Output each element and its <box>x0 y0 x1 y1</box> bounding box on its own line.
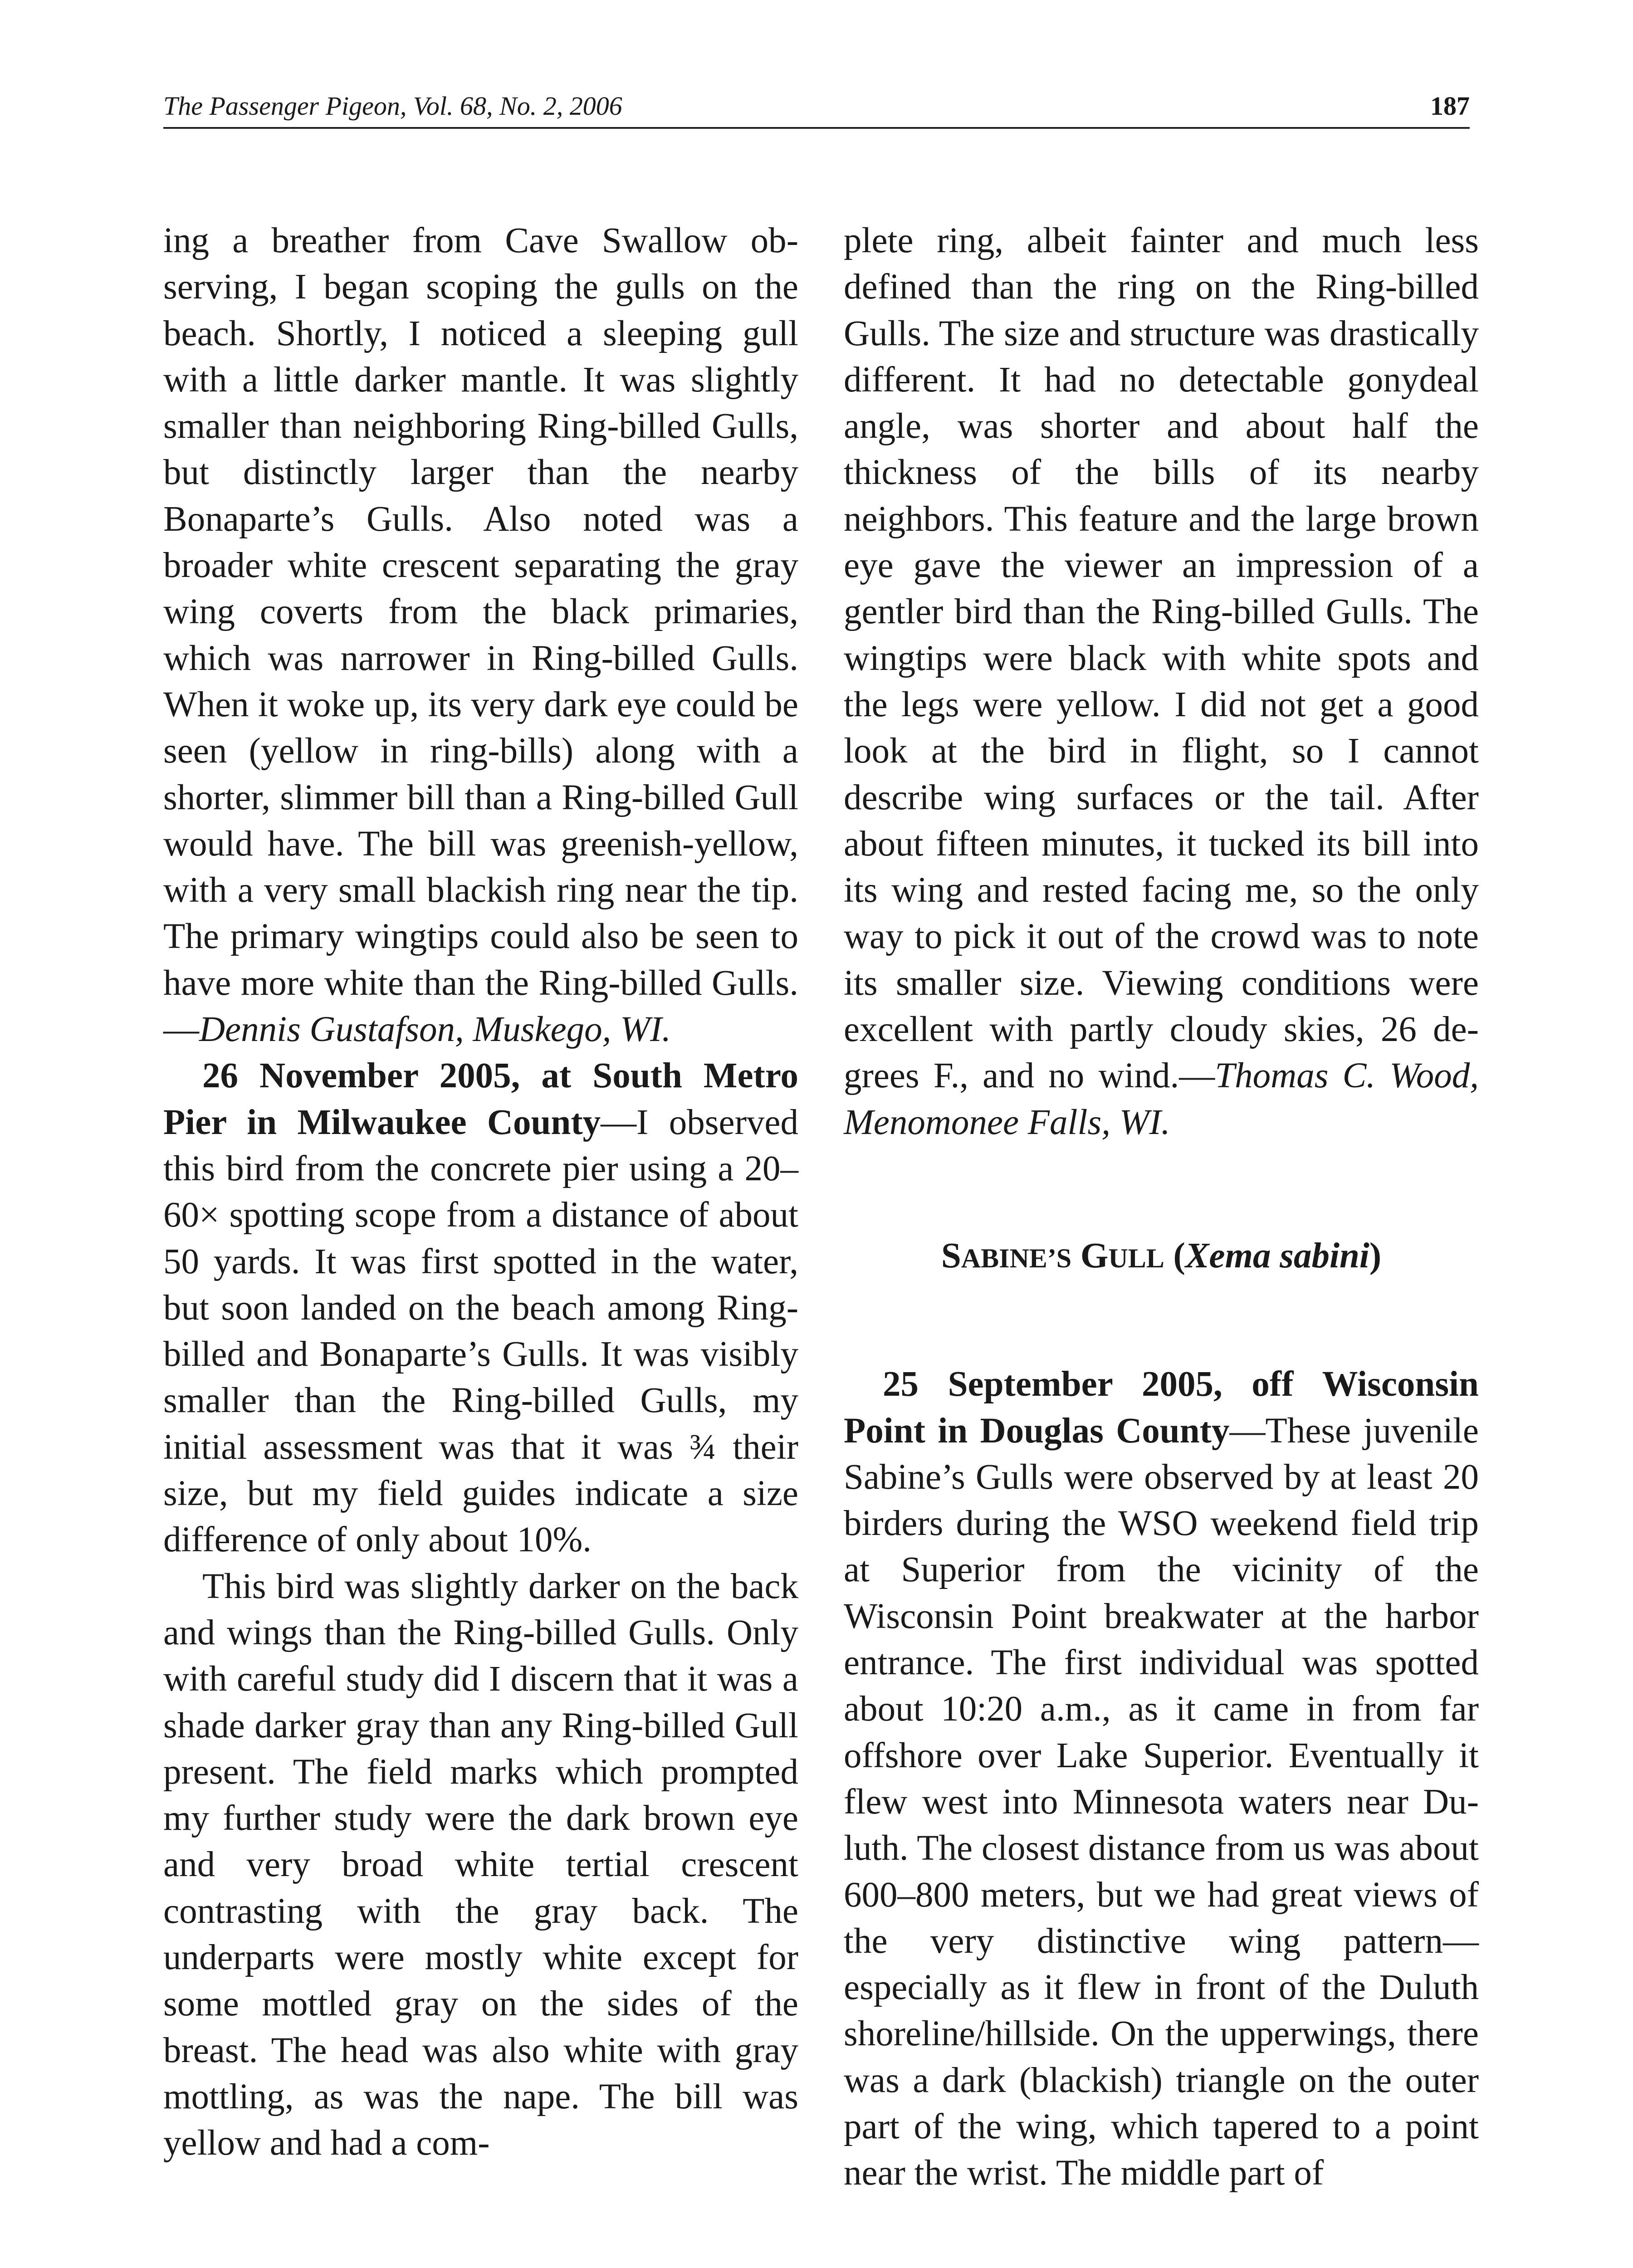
observer-signature: Dennis Gustafson, Muskego, WI. <box>199 1010 671 1050</box>
entry-heading: 25 September 2005, off Wisconsin Point in Douglas County <box>844 1364 1479 1451</box>
species-heading: SABINE’S GULL (Xema sabini) <box>941 1236 1382 1276</box>
paragraph-text: ing a breather from Cave Swallow observing, I began scoping the gulls on the beach. Shortly, I noticed a sleeping gull with a little darker mantle. It was slightly smaller than neighboring Ring-billed Gulls, but distinctly larger than the nearby Bonaparte’s Gulls. Also noted was a broader white crescent separating the gray wing coverts from the black primaries, which was narrower in Ring-billed Gulls. When it woke up, its very dark eye could be seen (yellow in ring-bills) along with a shorter, slimmer bill than a Ring-billed Gull would have. The bill was greenish-yellow, with a very small blackish ring near the tip. The primary wingtips could also be seen to have more white than the Ring-billed Gulls.— <box>163 221 798 1050</box>
paragraph-continuation <box>163 218 798 1053</box>
left-column <box>163 218 798 2166</box>
paragraph-text: —These juvenile Sabine’s Gulls were observed by at least 20 birders during the WSO weekend field trip at Superior from the vicinity of the Wisconsin Point breakwater at the harbor entrance. The first individual was spotted about 10:20 a.m., as it came in from far offshore over Lake Superior. Eventually it flew west into Minnesota waters near Duluth. The closest distance from us was about 600–800 meters, but we had great views of the very distinctive wing pattern—especially as it flew in front of the Duluth shoreline/hillside. On the upperwings, there was a dark (blackish) triangle on the outer part of the wing, which tapered to a point near the wrist. The middle part of <box>844 1411 1479 2193</box>
paragraph <box>163 1564 798 2167</box>
entry-heading: 26 November 2005, at South Metro Pier in Milwaukee County <box>163 1056 798 1142</box>
right-column <box>844 218 1479 2197</box>
paragraph-text: —I observed this bird from the concrete pier using a 20–60× spotting scope from a distance of about 50 yards. It was first spotted in the water, but soon landed on the beach among Ring-billed and Bonaparte’s Gulls. It was visibly smaller than the Ring-billed Gulls, my initial assessment was that it was ¾ their size, but my field guides indicate a size difference of only about 10%. <box>163 1102 798 1560</box>
paragraph-text: plete ring, albeit fainter and much less defined than the ring on the Ring-billed Gulls. The size and structure was drastically different. It had no detectable gonydeal angle, was shorter and about half the thickness of the bills of its nearby neighbors. This feature and the large brown eye gave the viewer an impression of a gentler bird than the Ring-billed Gulls. The wingtips were black with white spots and the legs were yellow. I did not get a good look at the bird in flight, so I cannot describe wing surfaces or the tail. After about fifteen minutes, it tucked its bill into its wing and rested facing me, so the only way to pick it out of the crowd was to note its smaller size. Viewing conditions were excellent with partly cloudy skies, 26 degrees F., and no wind.— <box>844 221 1479 1096</box>
page-number: 187 <box>1430 91 1470 121</box>
journal-title: The Passenger Pigeon, Vol. 68, No. 2, 2006 <box>163 91 622 121</box>
observation-entry <box>844 1361 1479 2196</box>
paragraph-text: This bird was slightly darker on the back and wings than the Ring-billed Gulls. Only with careful study did I discern that it was a shade darker gray than any Ring-billed Gull present. The field marks which prompted my further study were the dark brown eye and very broad white tertial crescent contrasting with the gray back. The underparts were mostly white except for some mottled gray on the sides of the breast. The head was also white with gray mottling, as was the nape. The bill was yellow and had a com- <box>163 1566 798 2163</box>
observer-signature: Thomas C. Wood, Menomonee Falls, WI. <box>844 1056 1479 1142</box>
scientific-name: Xema sabini <box>1185 1236 1369 1276</box>
running-header <box>163 86 1470 129</box>
paragraph-continuation <box>844 218 1479 1146</box>
observation-entry <box>163 1053 798 1563</box>
